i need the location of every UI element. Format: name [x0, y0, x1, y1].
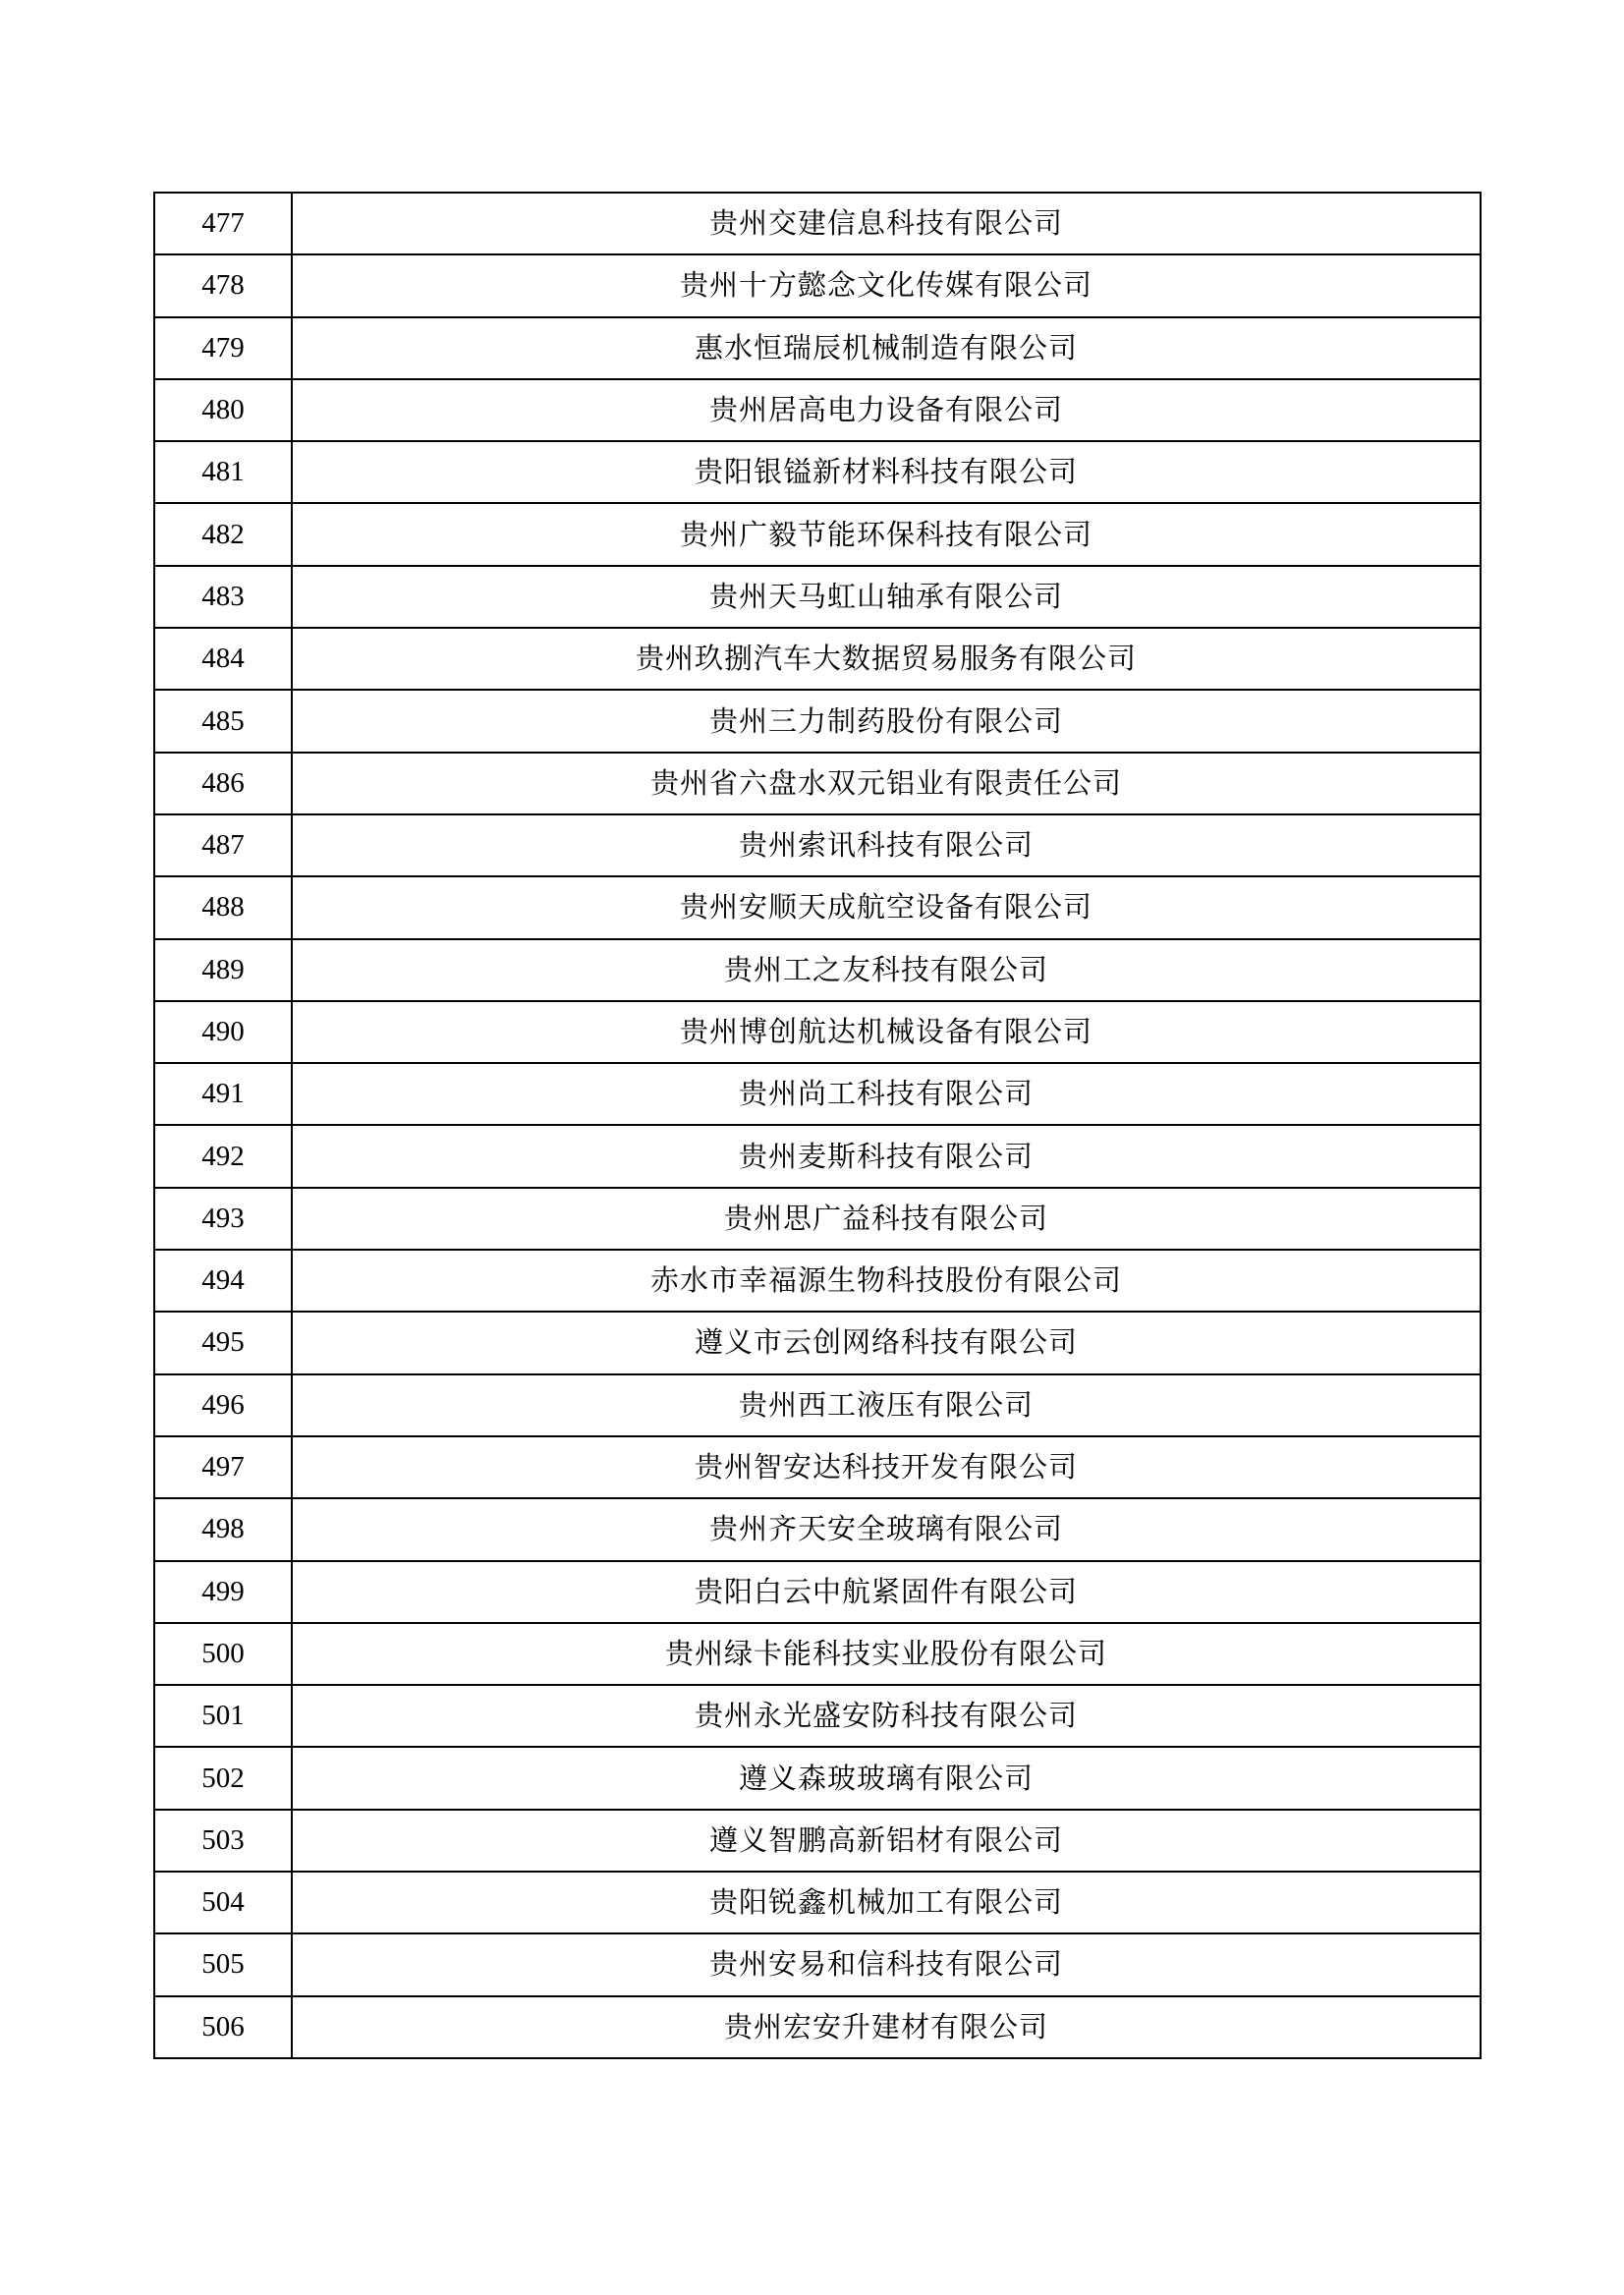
company-name: 贵州博创航达机械设备有限公司: [292, 1001, 1481, 1063]
row-number: 480: [154, 379, 292, 441]
row-number: 488: [154, 876, 292, 938]
table-row: [154, 1312, 1481, 1373]
company-name: 遵义森玻玻璃有限公司: [292, 1747, 1481, 1809]
table-row: [154, 876, 1481, 938]
table-row: [154, 566, 1481, 628]
row-number: 479: [154, 317, 292, 379]
table-row: [154, 379, 1481, 441]
table-row: [154, 1933, 1481, 1995]
company-name: 贵阳白云中航紧固件有限公司: [292, 1561, 1481, 1623]
row-number: 491: [154, 1063, 292, 1125]
table-row: [154, 690, 1481, 752]
row-number: 481: [154, 441, 292, 503]
table-row: [154, 1996, 1481, 2058]
company-name: 贵州永光盛安防科技有限公司: [292, 1685, 1481, 1747]
company-name: 遵义市云创网络科技有限公司: [292, 1312, 1481, 1373]
row-number: 494: [154, 1250, 292, 1312]
row-number: 492: [154, 1125, 292, 1187]
company-name: 赤水市幸福源生物科技股份有限公司: [292, 1250, 1481, 1312]
table-row: [154, 1810, 1481, 1872]
company-name: 贵州三力制药股份有限公司: [292, 690, 1481, 752]
table-row: [154, 1498, 1481, 1560]
company-name: 贵州西工液压有限公司: [292, 1374, 1481, 1436]
company-name: 贵州麦斯科技有限公司: [292, 1125, 1481, 1187]
row-number: 502: [154, 1747, 292, 1809]
row-number: 498: [154, 1498, 292, 1560]
company-name: 遵义智鹏高新铝材有限公司: [292, 1810, 1481, 1872]
table-row: [154, 441, 1481, 503]
table-row: [154, 1001, 1481, 1063]
row-number: 483: [154, 566, 292, 628]
company-name: 贵州齐天安全玻璃有限公司: [292, 1498, 1481, 1560]
row-number: 504: [154, 1872, 292, 1933]
table-row: [154, 1250, 1481, 1312]
row-number: 477: [154, 193, 292, 254]
company-name: 贵州广毅节能环保科技有限公司: [292, 503, 1481, 565]
table-row: [154, 1623, 1481, 1685]
row-number: 489: [154, 939, 292, 1001]
row-number: 499: [154, 1561, 292, 1623]
company-name: 贵州智安达科技开发有限公司: [292, 1436, 1481, 1498]
table-row: [154, 503, 1481, 565]
row-number: 493: [154, 1188, 292, 1250]
company-name: 贵州交建信息科技有限公司: [292, 193, 1481, 254]
company-name: 贵州安顺天成航空设备有限公司: [292, 876, 1481, 938]
table-row: [154, 1125, 1481, 1187]
row-number: 497: [154, 1436, 292, 1498]
table-row: [154, 317, 1481, 379]
row-number: 500: [154, 1623, 292, 1685]
table-row: [154, 814, 1481, 876]
company-name: 贵州十方懿念文化传媒有限公司: [292, 254, 1481, 316]
company-list-table: [153, 192, 1482, 2059]
company-list-body: [154, 193, 1481, 2058]
row-number: 503: [154, 1810, 292, 1872]
row-number: 478: [154, 254, 292, 316]
company-name: 贵州省六盘水双元铝业有限责任公司: [292, 753, 1481, 814]
table-row: [154, 1374, 1481, 1436]
company-name: 贵州安易和信科技有限公司: [292, 1933, 1481, 1995]
row-number: 495: [154, 1312, 292, 1373]
row-number: 486: [154, 753, 292, 814]
company-name: 贵州居高电力设备有限公司: [292, 379, 1481, 441]
table-row: [154, 753, 1481, 814]
company-name: 贵阳锐鑫机械加工有限公司: [292, 1872, 1481, 1933]
row-number: 482: [154, 503, 292, 565]
table-row: [154, 1063, 1481, 1125]
company-name: 贵阳银镒新材料科技有限公司: [292, 441, 1481, 503]
table-row: [154, 193, 1481, 254]
row-number: 501: [154, 1685, 292, 1747]
row-number: 487: [154, 814, 292, 876]
table-row: [154, 939, 1481, 1001]
company-name: 贵州宏安升建材有限公司: [292, 1996, 1481, 2058]
company-name: 贵州天马虹山轴承有限公司: [292, 566, 1481, 628]
row-number: 484: [154, 628, 292, 690]
company-name: 贵州绿卡能科技实业股份有限公司: [292, 1623, 1481, 1685]
company-name: 贵州玖捌汽车大数据贸易服务有限公司: [292, 628, 1481, 690]
row-number: 485: [154, 690, 292, 752]
table-row: [154, 1685, 1481, 1747]
row-number: 490: [154, 1001, 292, 1063]
company-name: 贵州思广益科技有限公司: [292, 1188, 1481, 1250]
company-name: 贵州索讯科技有限公司: [292, 814, 1481, 876]
company-name: 贵州尚工科技有限公司: [292, 1063, 1481, 1125]
table-row: [154, 1561, 1481, 1623]
table-row: [154, 1188, 1481, 1250]
table-row: [154, 1436, 1481, 1498]
row-number: 506: [154, 1996, 292, 2058]
row-number: 496: [154, 1374, 292, 1436]
table-row: [154, 1747, 1481, 1809]
company-name: 贵州工之友科技有限公司: [292, 939, 1481, 1001]
table-row: [154, 254, 1481, 316]
company-name: 惠水恒瑞辰机械制造有限公司: [292, 317, 1481, 379]
row-number: 505: [154, 1933, 292, 1995]
table-row: [154, 628, 1481, 690]
table-row: [154, 1872, 1481, 1933]
